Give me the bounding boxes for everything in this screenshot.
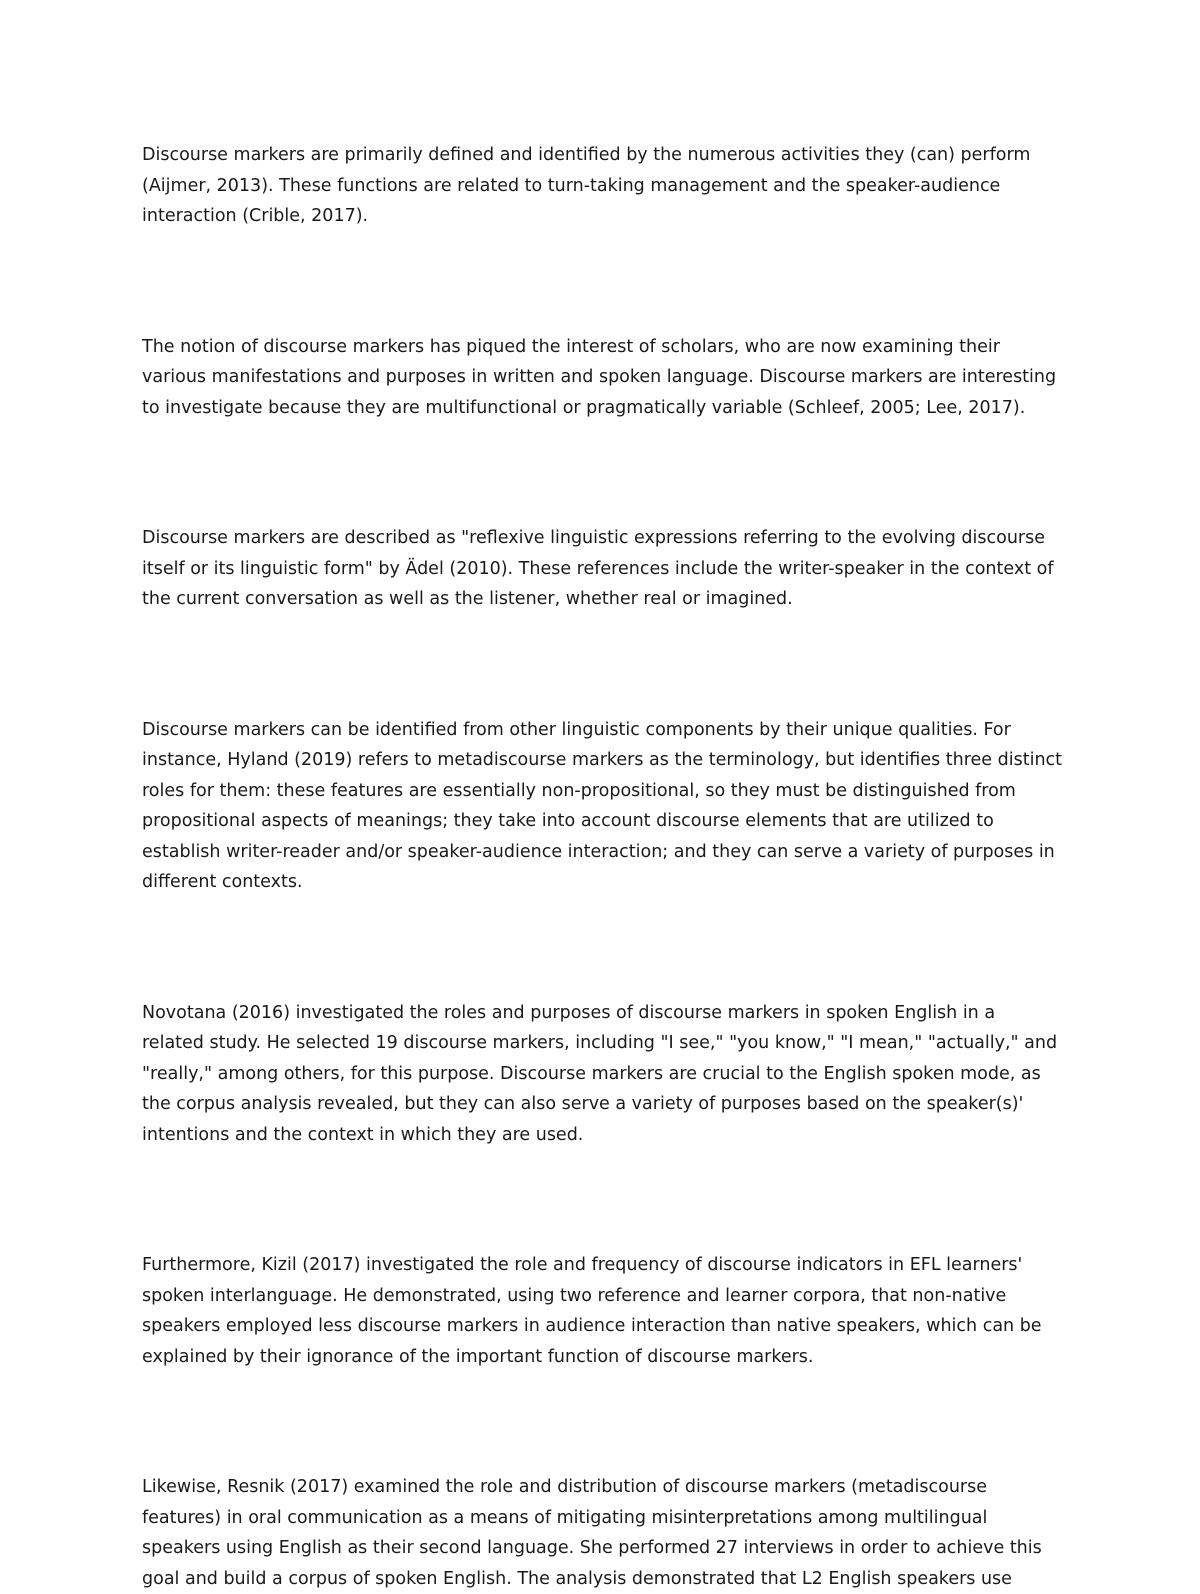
paragraph-adel: Discourse markers are described as "reflexive linguistic expressions referring to the evolving discourse itself or its linguistic form" by Ädel (2010). These references include the writer-speaker in the context of the current conversation as well as the listener, whether real or imagined.	[142, 528, 1054, 609]
paragraph-schleef-lee: The notion of discourse markers has piqued the interest of scholars, who are now examining their various manifestations and purposes in written and spoken language. Discourse markers are interesting to investigate because they are multifunctional or pragmatically variable (Schleef, 2005; Lee, 2017).	[142, 336, 1057, 418]
paragraph-novotana: Novotana (2016) investigated the roles and purposes of discourse markers in spoken English in a related study. He selected 19 discourse markers, including "I see," "you know," "I mean," "actually," and "really," among others, for this purpose. Discourse markers are crucial to the English spoken mode, as the corpus analysis revealed, but they can also serve a variety of purposes based on the speaker(s)' intentions and the context in which they are used.	[142, 1002, 1058, 1145]
paragraph-hyland: Discourse markers can be identified from other linguistic components by their unique qualities. For instance, Hyland (2019) refers to metadiscourse markers as the terminology, but identifies three distinct roles for them: these features are essentially non-propositional, so they must be distinguished from propositional aspects of meanings; they take into account discourse elements that are utilized to establish writer-reader and/or speaker-audience interaction; and they can serve a variety of purposes in different contexts.	[142, 719, 1063, 892]
paragraph-aijmer-crible: Discourse markers are primarily defined and identified by the numerous activities they (can) perform (Aijmer, 2013). These functions are related to turn-taking management and the speaker-audience interaction (Crible, 2017).	[142, 145, 1031, 226]
paragraph-resnik: Likewise, Resnik (2017) examined the role and distribution of discourse markers (metadiscourse features) in oral communication as a means of mitigating misinterpretations among multilingual speakers using English as their second language. She performed 27 interviews in order to achieve this goal and build a corpus of spoken English. The analysis demonstrated that L2 English speakers use	[142, 1477, 1042, 1589]
document-body	[142, 140, 1062, 1594]
paragraph-kizil: Furthermore, Kizil (2017) investigated the role and frequency of discourse indicators in EFL learners' spoken interlanguage. He demonstrated, using two reference and learner corpora, that non-native speakers employed less discourse markers in audience interaction than native speakers, which can be explained by their ignorance of the important function of discourse markers.	[142, 1255, 1042, 1367]
